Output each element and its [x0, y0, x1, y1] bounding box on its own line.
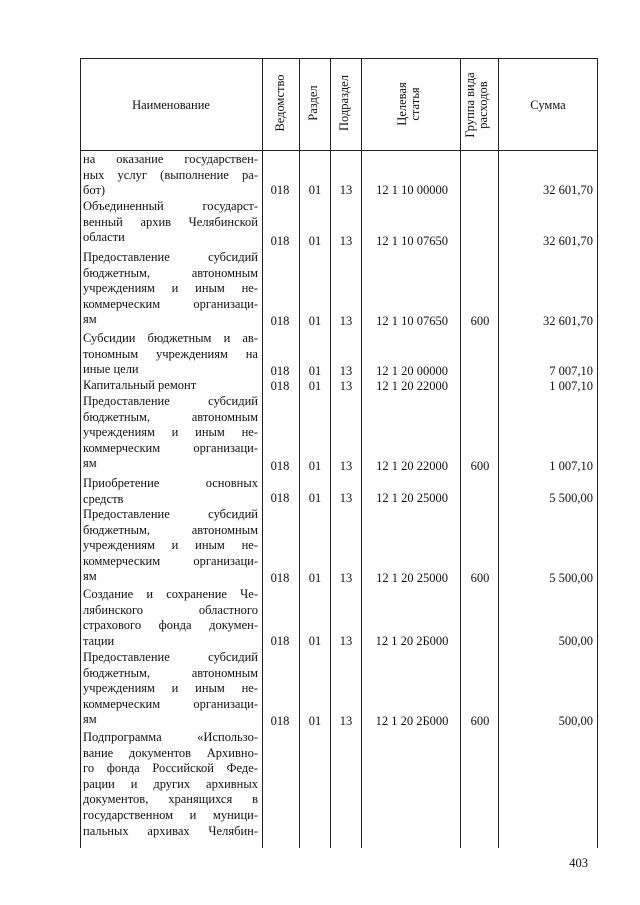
cell-vedomstvo: 018	[270, 234, 290, 248]
col-border-5	[460, 58, 461, 848]
name-line: на оказание государствен-	[83, 152, 258, 166]
table-top-border	[80, 58, 598, 59]
name-line: рации и других архивных	[83, 776, 258, 791]
cell-razdel: 01	[308, 314, 322, 328]
cell-vedomstvo: 018	[270, 714, 290, 728]
cell-celevaya: 12 1 10 07650	[376, 234, 448, 248]
name-line: Подпрограмма «Использо-	[83, 730, 258, 744]
cell-razdel: 01	[308, 364, 322, 378]
header-razdel: Раздел	[306, 85, 320, 121]
cell-celevaya: 12 1 20 00000	[376, 364, 448, 378]
header-bottom-border	[80, 150, 598, 151]
name-line: Предоставление субсидий	[83, 650, 258, 664]
cell-celevaya: 12 1 10 07650	[376, 314, 448, 328]
name-line: государственном и муници-	[83, 807, 258, 822]
name-line: бот)	[83, 183, 106, 198]
cell-gruppa: 600	[470, 714, 490, 728]
cell-vedomstvo: 018	[270, 183, 290, 197]
name-line: ям	[83, 456, 97, 471]
table-row-name	[83, 587, 258, 649]
cell-summa: 500,00	[558, 714, 593, 728]
name-line: страхового фонда докумен-	[83, 618, 258, 633]
name-line: Создание и сохранение Че-	[83, 587, 258, 601]
name-line: коммерческим организаци-	[83, 553, 258, 568]
cell-razdel: 01	[308, 183, 322, 197]
cell-summa: 32 601,70	[543, 183, 593, 197]
header-gruppa-line2: расходов	[476, 81, 490, 129]
name-line: средств	[83, 491, 124, 506]
name-line: учреждениям и иным не-	[83, 281, 258, 296]
name-line: пальных архивах Челябин-	[83, 823, 258, 838]
col-border-right	[597, 58, 598, 848]
name-line: Предоставление субсидий	[83, 250, 258, 264]
name-line: венный архив Челябинской	[83, 214, 258, 229]
cell-podrazdel: 13	[339, 183, 353, 197]
name-line: Приобретение основных	[83, 476, 258, 490]
cell-vedomstvo: 018	[270, 459, 290, 473]
name-line: тации	[83, 633, 115, 648]
cell-podrazdel: 13	[339, 571, 353, 585]
cell-razdel: 01	[308, 571, 322, 585]
name-line: бюджетным, автономным	[83, 665, 258, 680]
cell-celevaya: 12 1 20 25000	[376, 491, 448, 505]
header-celevaya-line2: статья	[408, 87, 422, 121]
name-line: учреждениям и иным не-	[83, 538, 258, 553]
name-line: Субсидии бюджетным и ав-	[83, 331, 258, 345]
name-line: Предоставление субсидий	[83, 507, 258, 521]
name-line: го фонда Российской Феде-	[83, 761, 258, 776]
cell-vedomstvo: 018	[270, 364, 290, 378]
cell-vedomstvo: 018	[270, 379, 290, 393]
table-row-name	[83, 250, 258, 328]
col-border-2	[299, 58, 300, 848]
page-number: 403	[569, 856, 588, 870]
name-line: ных услуг (выполнение ра-	[83, 167, 258, 182]
header-gruppa-line1: Группа вида	[463, 72, 477, 138]
col-border-3	[330, 58, 331, 848]
cell-razdel: 01	[308, 234, 322, 248]
cell-vedomstvo: 018	[270, 571, 290, 585]
header-name: Наименование	[132, 98, 210, 112]
cell-celevaya: 12 1 20 2Б000	[375, 634, 449, 648]
col-border-left	[80, 58, 81, 848]
name-line: вание документов Архивно-	[83, 745, 258, 760]
cell-vedomstvo: 018	[270, 634, 290, 648]
cell-podrazdel: 13	[339, 459, 353, 473]
name-line: бюджетным, автономным	[83, 265, 258, 280]
cell-celevaya: 12 1 20 22000	[376, 459, 448, 473]
cell-vedomstvo: 018	[270, 314, 290, 328]
name-line: коммерческим организаци-	[83, 296, 258, 311]
cell-celevaya: 12 1 10 00000	[376, 183, 448, 197]
cell-podrazdel: 13	[339, 634, 353, 648]
cell-podrazdel: 13	[339, 234, 353, 248]
header-summa: Сумма	[530, 98, 566, 112]
cell-summa: 500,00	[558, 634, 593, 648]
cell-summa: 1 007,10	[549, 459, 593, 473]
name-line: ям	[83, 712, 97, 727]
cell-gruppa: 600	[470, 459, 490, 473]
cell-razdel: 01	[308, 379, 322, 393]
table-row-name	[83, 650, 258, 728]
header-podrazdel: Подраздел	[337, 75, 351, 131]
name-line: тономным учреждениям на	[83, 346, 258, 361]
cell-gruppa: 600	[470, 571, 490, 585]
cell-podrazdel: 13	[339, 364, 353, 378]
table-row-name	[83, 331, 258, 378]
name-line: ям	[83, 312, 97, 327]
table-row-name	[83, 507, 258, 585]
col-border-1	[262, 58, 263, 848]
cell-summa: 32 601,70	[543, 314, 593, 328]
cell-summa: 5 500,00	[549, 491, 593, 505]
cell-podrazdel: 13	[339, 491, 353, 505]
name-line: бюджетным, автономным	[83, 409, 258, 424]
name-line: Предоставление субсидий	[83, 394, 258, 408]
cell-razdel: 01	[308, 491, 322, 505]
cell-gruppa: 600	[470, 314, 490, 328]
cell-summa: 32 601,70	[543, 234, 593, 248]
table-row-name	[83, 152, 258, 199]
cell-vedomstvo: 018	[270, 491, 290, 505]
cell-razdel: 01	[308, 459, 322, 473]
col-border-4	[361, 58, 362, 848]
table-row-name	[83, 730, 258, 839]
name-line: коммерческим организаци-	[83, 440, 258, 455]
col-border-6	[498, 58, 499, 848]
cell-podrazdel: 13	[339, 379, 353, 393]
cell-summa: 7 007,10	[549, 364, 593, 378]
cell-razdel: 01	[308, 714, 322, 728]
name-line: Капитальный ремонт	[83, 378, 197, 392]
name-line: ям	[83, 569, 97, 584]
cell-razdel: 01	[308, 634, 322, 648]
name-line: области	[83, 230, 125, 245]
cell-summa: 1 007,10	[549, 379, 593, 393]
name-line: коммерческим организаци-	[83, 696, 258, 711]
name-line: иные цели	[83, 362, 139, 377]
cell-celevaya: 12 1 20 2Б000	[375, 714, 449, 728]
table-row-name	[83, 378, 258, 394]
name-line: лябинского областного	[83, 602, 258, 617]
table-row-name	[83, 476, 258, 507]
cell-celevaya: 12 1 20 22000	[376, 379, 448, 393]
name-line: учреждениям и иным не-	[83, 425, 258, 440]
name-line: документов, хранящихся в	[83, 792, 258, 807]
table-row-name	[83, 394, 258, 472]
header-celevaya-line1: Целевая	[395, 82, 409, 126]
name-line: учреждениям и иным не-	[83, 681, 258, 696]
cell-celevaya: 12 1 20 25000	[376, 571, 448, 585]
name-line: бюджетным, автономным	[83, 522, 258, 537]
table-row-name	[83, 199, 258, 246]
header-vedomstvo: Ведомство	[273, 74, 287, 132]
cell-podrazdel: 13	[339, 314, 353, 328]
cell-summa: 5 500,00	[549, 571, 593, 585]
name-line: Объединенный государст-	[83, 199, 258, 213]
cell-podrazdel: 13	[339, 714, 353, 728]
